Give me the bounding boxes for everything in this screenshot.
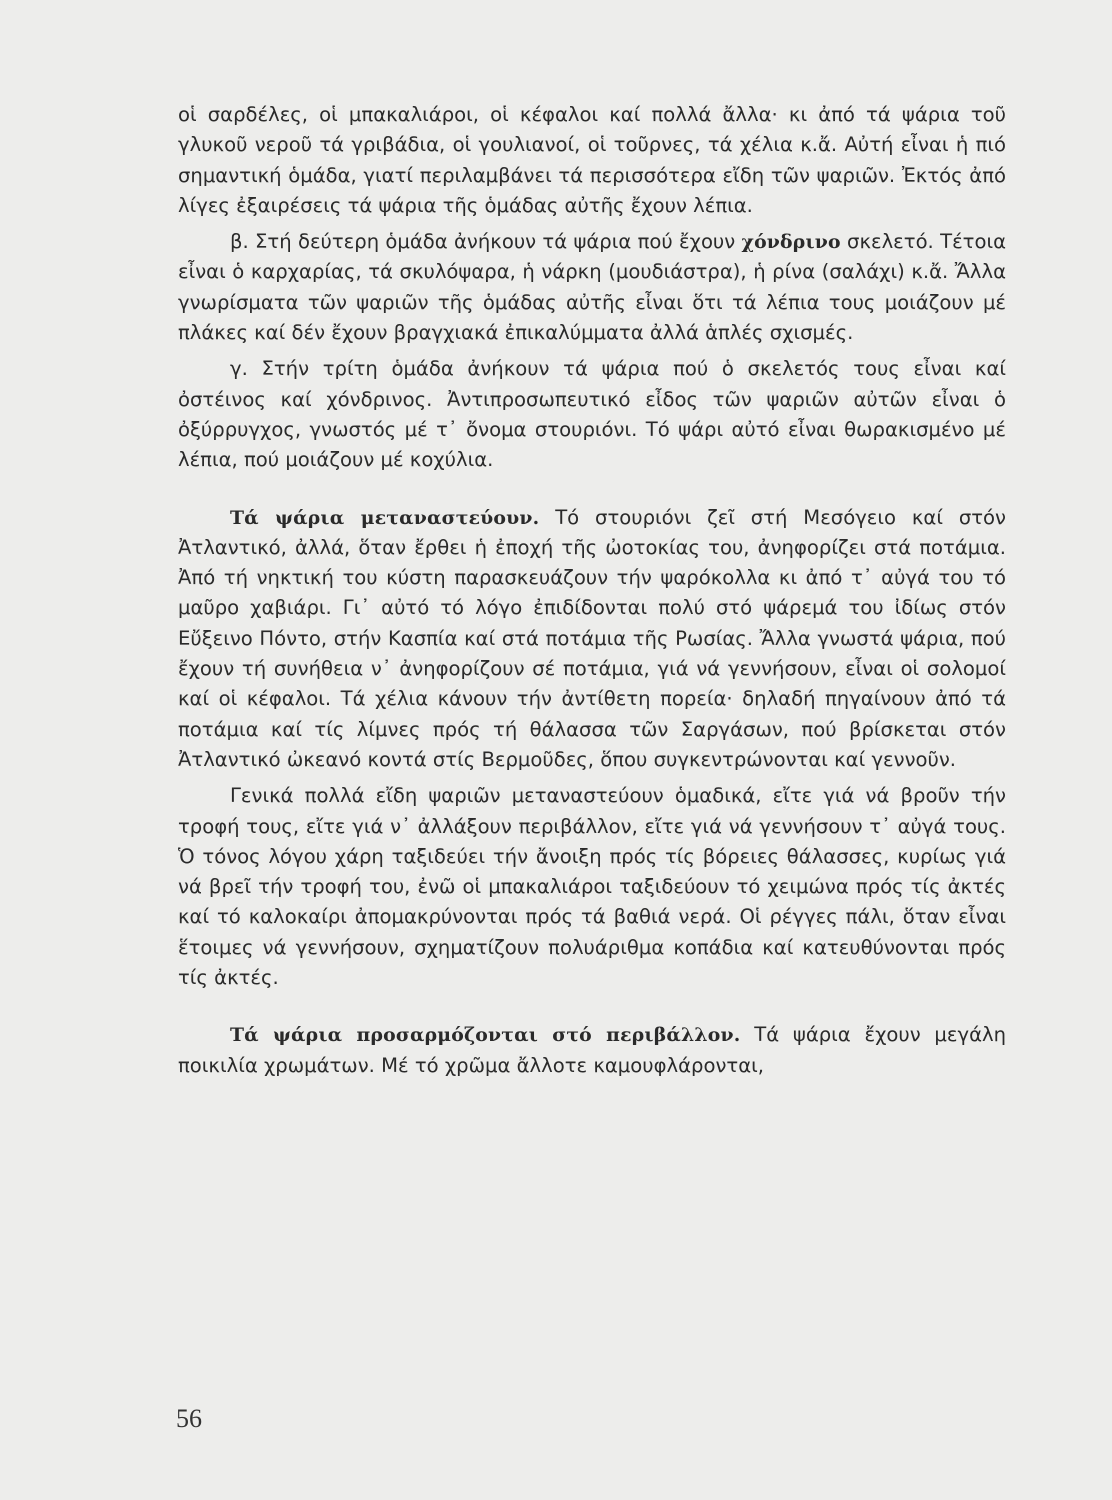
section-heading-adaptation: Τά ψάρια προσαρμόζονται στό περιβάλλον.	[230, 1024, 741, 1047]
page-number: 56	[176, 1404, 202, 1433]
paragraph-text: Τό στουριόνι ζεῖ στή Μεσόγειο καί στόν Ἀτλαντικό, ἀλλά, ὅταν ἔρθει ἡ ἐποχή τῆς ὠοτοκίας του, ἀνηφορίζει στά ποτάμια. Ἀπό τή νηκτική του κύστη παρασκευάζουν τήν ψαρόκολλα κι ἀπό τ᾽ αὐγά του τό μαῦρο χαβιάρι. Γι᾽ αὐτό τό λόγο ἐπιδίδονται πολύ στό ψάρεμά του ἰδίως στόν Εὔξεινο Πόντο, στήν Κασπία καί στά ποτάμια τῆς Ρωσίας. Ἄλλα γνωστά ψάρια, πού ἔχουν τή συνήθεια ν᾽ ἀνηφορίζουν σέ ποτάμια, γιά νά γεννήσουν, εἶναι οἱ σολομοί καί οἱ κέφαλοι. Τά χέλια κάνουν τήν ἀντίθετη πορεία· δηλαδή πηγαίνουν ἀπό τά ποτάμια καί τίς λίμνες πρός τή θάλασσα τῶν Σαργάσων, πού βρίσκεται στόν Ἀτλαντικό ὠκεανό κοντά στίς Βερμοῦδες, ὅπου συγκεντρώνονται καί γεννοῦν.	[178, 505, 1006, 771]
paragraph-third-group: γ. Στήν τρίτη ὁμάδα ἀνήκουν τά ψάρια πού ὁ σκελετός τους εἶναι καί ὀστέινος καί χόνδρινος. Ἀντιπροσωπευτικό εἶδος τῶν ψαριῶν αὐτῶν εἶναι ὁ ὀξύρρυγχος, γνωστός μέ τ᾽ ὄνομα στουριόνι. Τό ψάρι αὐτό εἶναι θωρακισμένο μέ λέπια, πού μοιάζουν μέ κοχύλια.	[178, 357, 1006, 472]
body-text	[178, 100, 1006, 1081]
paragraph-cartilaginous-group	[178, 227, 1006, 348]
paragraph-fish-examples: οἱ σαρδέλες, οἱ μπακαλιάροι, οἱ κέφαλοι καί πολλά ἄλλα· κι ἀπό τά ψάρια τοῦ γλυκοῦ νεροῦ τά γριβάδια, οἱ γουλιανοί, οἱ τοῦρνες, τά χέλια κ.ἄ. Αὐτή εἶναι ἡ πιό σημαντική ὁμάδα, γιατί περιλαμβάνει τά περισσότερα εἴδη τῶν ψαριῶν. Ἐκτός ἀπό λίγες ἐξαιρέσεις τά ψάρια τῆς ὁμάδας αὐτῆς ἔχουν λέπια.	[178, 103, 1006, 217]
paragraph-text: Τά ψάρια ἔχουν μεγάλη ποικιλία χρωμάτων. Μέ τό χρῶμα ἄλλοτε καμουφλάρονται,	[178, 1023, 1006, 1077]
paragraph-text: σκελετό. Τέτοια εἶναι ὁ καρχαρίας, τά σκυλόψαρα, ἡ νάρκη (μουδιάστρα), ἡ ρίνα (σαλάχι) κ.ἄ. Ἄλλα γνωρίσματα τῶν ψαριῶν τῆς ὁμάδας αὐτῆς εἶναι ὅτι τά λέπια τους μοιάζουν μέ πλάκες καί δέν ἔχουν βραγχιακά ἐπικαλύμματα ἀλλά ἁπλές σχισμές.	[178, 230, 1006, 345]
paragraph-migration	[178, 503, 1006, 776]
paragraph-migration-general: Γενικά πολλά εἴδη ψαριῶν μεταναστεύουν ὁμαδικά, εἴτε γιά νά βροῦν τήν τροφή τους, εἴτε γιά ν᾽ ἀλλάξουν περιβάλλον, εἴτε γιά νά γεννήσουν τ᾽ αὐγά τους. Ὁ τόνος λόγου χάρη ταξιδεύει τήν ἄνοιξη πρός τίς βόρειες θάλασσες, κυρίως γιά νά βρεῖ τήν τροφή του, ἐνῶ οἱ μπακαλιάροι ταξιδεύουν τό χειμώνα πρός τίς ἀκτές καί τό καλοκαίρι ἀπομακρύνονται πρός τά βαθιά νερά. Οἱ ρέγγες πάλι, ὅταν εἶναι ἕτοιμες νά γεννήσουν, σχηματίζουν πολυάριθμα κοπάδια καί κατευθύνονται πρός τίς ἀκτές.	[178, 784, 1006, 990]
section-heading-migration: Τά ψάρια μεταναστεύουν.	[230, 506, 540, 529]
paragraph-adaptation	[178, 1020, 1006, 1081]
paragraph-text: β. Στή δεύτερη ὁμάδα ἀνήκουν τά ψάρια πού ἔχουν	[230, 230, 742, 254]
bold-term: χόνδρινο	[741, 231, 841, 254]
